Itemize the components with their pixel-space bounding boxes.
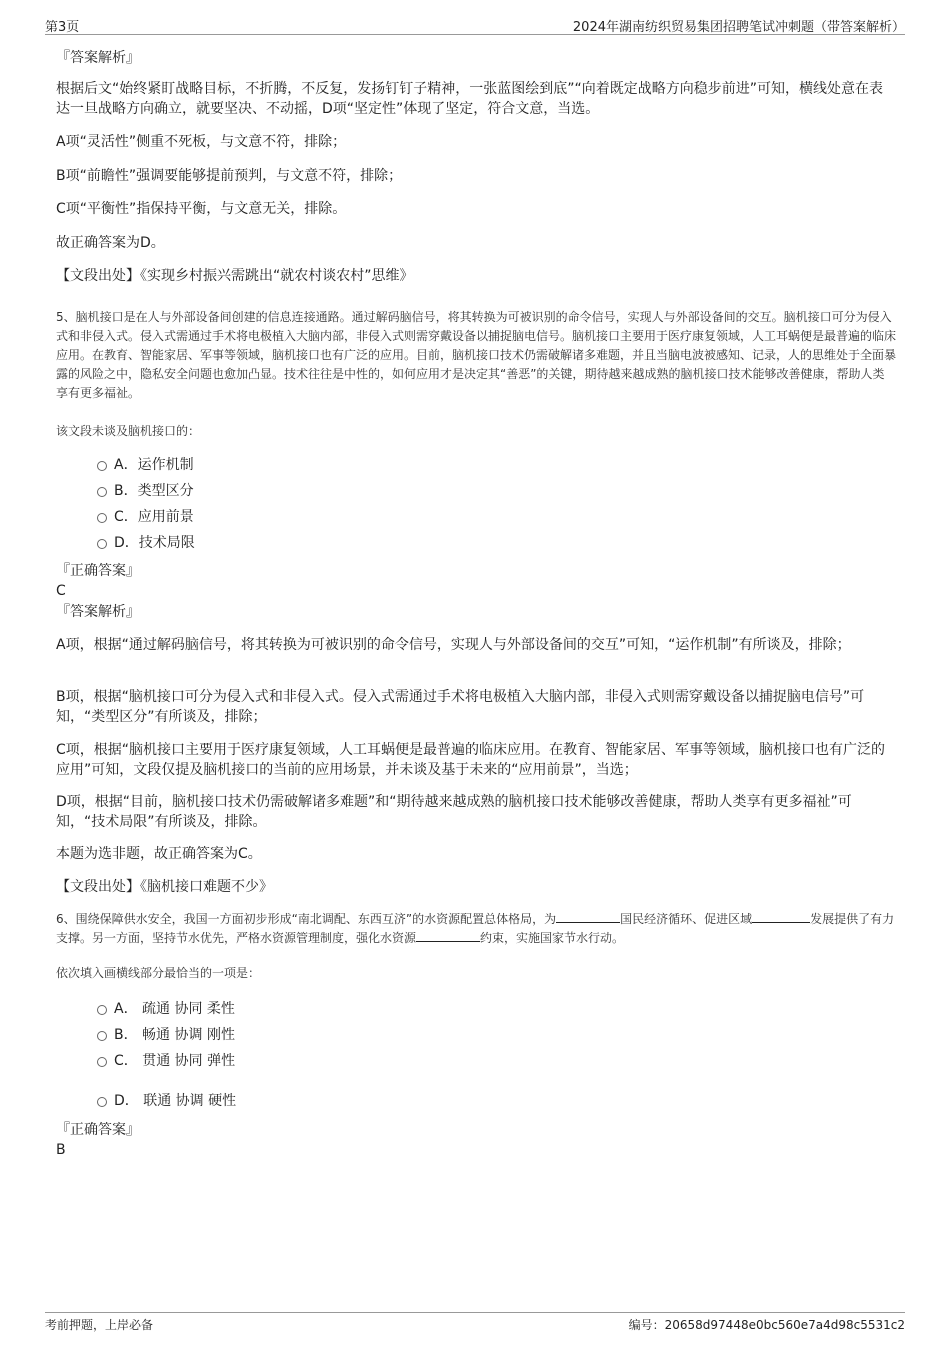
- page-number: 第3页: [45, 20, 80, 35]
- q4-analysis-tag: 『答案解析』: [56, 50, 140, 66]
- blank-3: [416, 929, 480, 942]
- q5-option-c[interactable]: [56, 504, 456, 530]
- radio-icon[interactable]: [97, 539, 107, 549]
- q5-analysis-d: D项，根据“目前，脑机接口技术仍需破解诸多难题”和“期待越来越成熟的脑机接口技术能够改善健康，帮助人类享有更多福祉”可知，“技术局限”有所谈及，排除。: [56, 794, 852, 830]
- option-label: A．运作机制: [114, 457, 194, 473]
- radio-icon[interactable]: [97, 461, 107, 471]
- q6-stem-part2: 国民经济循环、促进区域: [620, 912, 753, 926]
- radio-icon[interactable]: [97, 1057, 107, 1067]
- radio-icon[interactable]: [97, 513, 107, 523]
- radio-icon[interactable]: [97, 487, 107, 497]
- blank-2: [752, 910, 810, 923]
- q6-stem: [56, 910, 896, 948]
- q5-answer-statement: 本题为选非题，故正确答案为C。: [56, 846, 262, 862]
- radio-icon[interactable]: [97, 1031, 107, 1041]
- option-label: C．应用前景: [114, 509, 194, 525]
- q6-stem-part1: 6、围绕保障供水安全，我国一方面初步形成“南北调配、东西互济”的水资源配置总体格局，为: [56, 912, 557, 926]
- option-label: D．技术局限: [114, 535, 195, 551]
- blank-1: [556, 910, 620, 923]
- q6-option-a[interactable]: [56, 996, 456, 1022]
- q6-question: 依次填入画横线部分最恰当的一项是：: [56, 966, 261, 980]
- q4-analysis-c: C项“平衡性”指保持平衡，与文意无关，排除。: [56, 201, 347, 217]
- q4-answer-statement: 故正确答案为D。: [56, 235, 165, 251]
- q4-analysis-a: A项“灵活性”侧重不死板，与文意不符，排除；: [56, 134, 347, 150]
- q5-answer: C: [56, 583, 66, 599]
- q6-option-b[interactable]: [56, 1022, 456, 1048]
- option-label: D． 联通 协调 硬性: [114, 1093, 237, 1109]
- q5-option-a[interactable]: [56, 452, 456, 478]
- q6-answer-tag: 『正确答案』: [56, 1122, 140, 1138]
- q4-analysis-b: B项“前瞻性”强调要能够提前预判，与文意不符，排除；: [56, 168, 403, 184]
- document-title: 2024年湖南纺织贸易集团招聘笔试冲刺题（带答案解析）: [572, 20, 905, 35]
- q5-stem: 5、脑机接口是在人与外部设备间创建的信息连接通路。通过解码脑信号，将其转换为可被识别的命令信号，实现人与外部设备间的交互。脑机接口可分为侵入式和非侵入式。侵入式需通过手术将电极植入大脑内部，非侵入式则需穿戴设备以捕捉脑电信号。脑机接口主要用于医疗康复领域，人工耳蜗便是最普遍的临床应用。在教育、智能家居、军事等领域，脑机接口也有广泛的应用。目前，脑机接口技术仍需破解诸多难题，并且当脑电波被感知、记录，人的思维处于全面暴露的风险之中，隐私安全问题也愈加凸显。技术往往是中性的，如何应用才是决定其“善恶”的关键，期待越来越成熟的脑机接口技术能够改善健康，帮助人类享有更多福祉。: [56, 310, 897, 400]
- q5-option-d[interactable]: [56, 530, 456, 556]
- q5-analysis-tag: 『答案解析』: [56, 604, 140, 620]
- option-label: A． 疏通 协同 柔性: [114, 1001, 235, 1017]
- q6-answer: B: [56, 1142, 66, 1158]
- document-id: 编号：20658d97448e0bc560e7a4d98c5531c2: [628, 1318, 905, 1332]
- radio-icon[interactable]: [97, 1097, 107, 1107]
- q5-source: 【文段出处】《脑机接口难题不少》: [56, 879, 273, 895]
- page-footer: [45, 1312, 905, 1332]
- q6-option-c[interactable]: [56, 1048, 456, 1074]
- q5-analysis-b: B项，根据“脑机接口可分为侵入式和非侵入式。侵入式需通过手术将电极植入大脑内部，非侵入式则需穿戴设备以捕捉脑电信号”可知，“类型区分”有所谈及，排除；: [56, 689, 865, 725]
- q6-stem-part3: 发展提供了有力支撑。另一方面，坚持节水优先，严格水资源管理制度，强化水资源: [56, 912, 895, 945]
- footer-slogan: 考前押题，上岸必备: [45, 1318, 154, 1332]
- option-label: B．类型区分: [114, 483, 194, 499]
- q5-question: 该文段未谈及脑机接口的：: [56, 424, 201, 438]
- q6-option-d[interactable]: [56, 1088, 456, 1114]
- page-header: [45, 14, 905, 35]
- q4-analysis-paragraph: 根据后文“始终紧盯战略目标，不折腾，不反复，发扬钉钉子精神，一张蓝图绘到底”“向着既定战略方向稳步前进”可知，横线处意在表达一旦战略方向确立，就要坚决、不动摇，D项“坚定性”体现了坚定，符合文意，当选。: [56, 81, 884, 117]
- q6-stem-part4: 约束，实施国家节水行动。: [480, 931, 625, 945]
- q5-option-b[interactable]: [56, 478, 456, 504]
- q5-options: [56, 452, 456, 556]
- q6-options: [56, 996, 456, 1114]
- q5-answer-tag: 『正确答案』: [56, 563, 140, 579]
- option-label: C． 贯通 协同 弹性: [114, 1053, 236, 1069]
- q5-analysis-c: C项，根据“脑机接口主要用于医疗康复领域，人工耳蜗便是最普遍的临床应用。在教育、智能家居、军事等领域，脑机接口也有广泛的应用”可知，文段仅提及脑机接口的当前的应用场景，并未谈及基于未来的“应用前景”，当选；: [56, 742, 886, 778]
- option-label: B． 畅通 协调 刚性: [114, 1027, 235, 1043]
- q4-source: 【文段出处】《实现乡村振兴需跳出“就农村谈农村”思维》: [56, 268, 414, 284]
- q5-analysis-a: A项，根据“通过解码脑信号，将其转换为可被识别的命令信号，实现人与外部设备间的交互”可知，“运作机制”有所谈及，排除；: [56, 637, 851, 653]
- radio-icon[interactable]: [97, 1005, 107, 1015]
